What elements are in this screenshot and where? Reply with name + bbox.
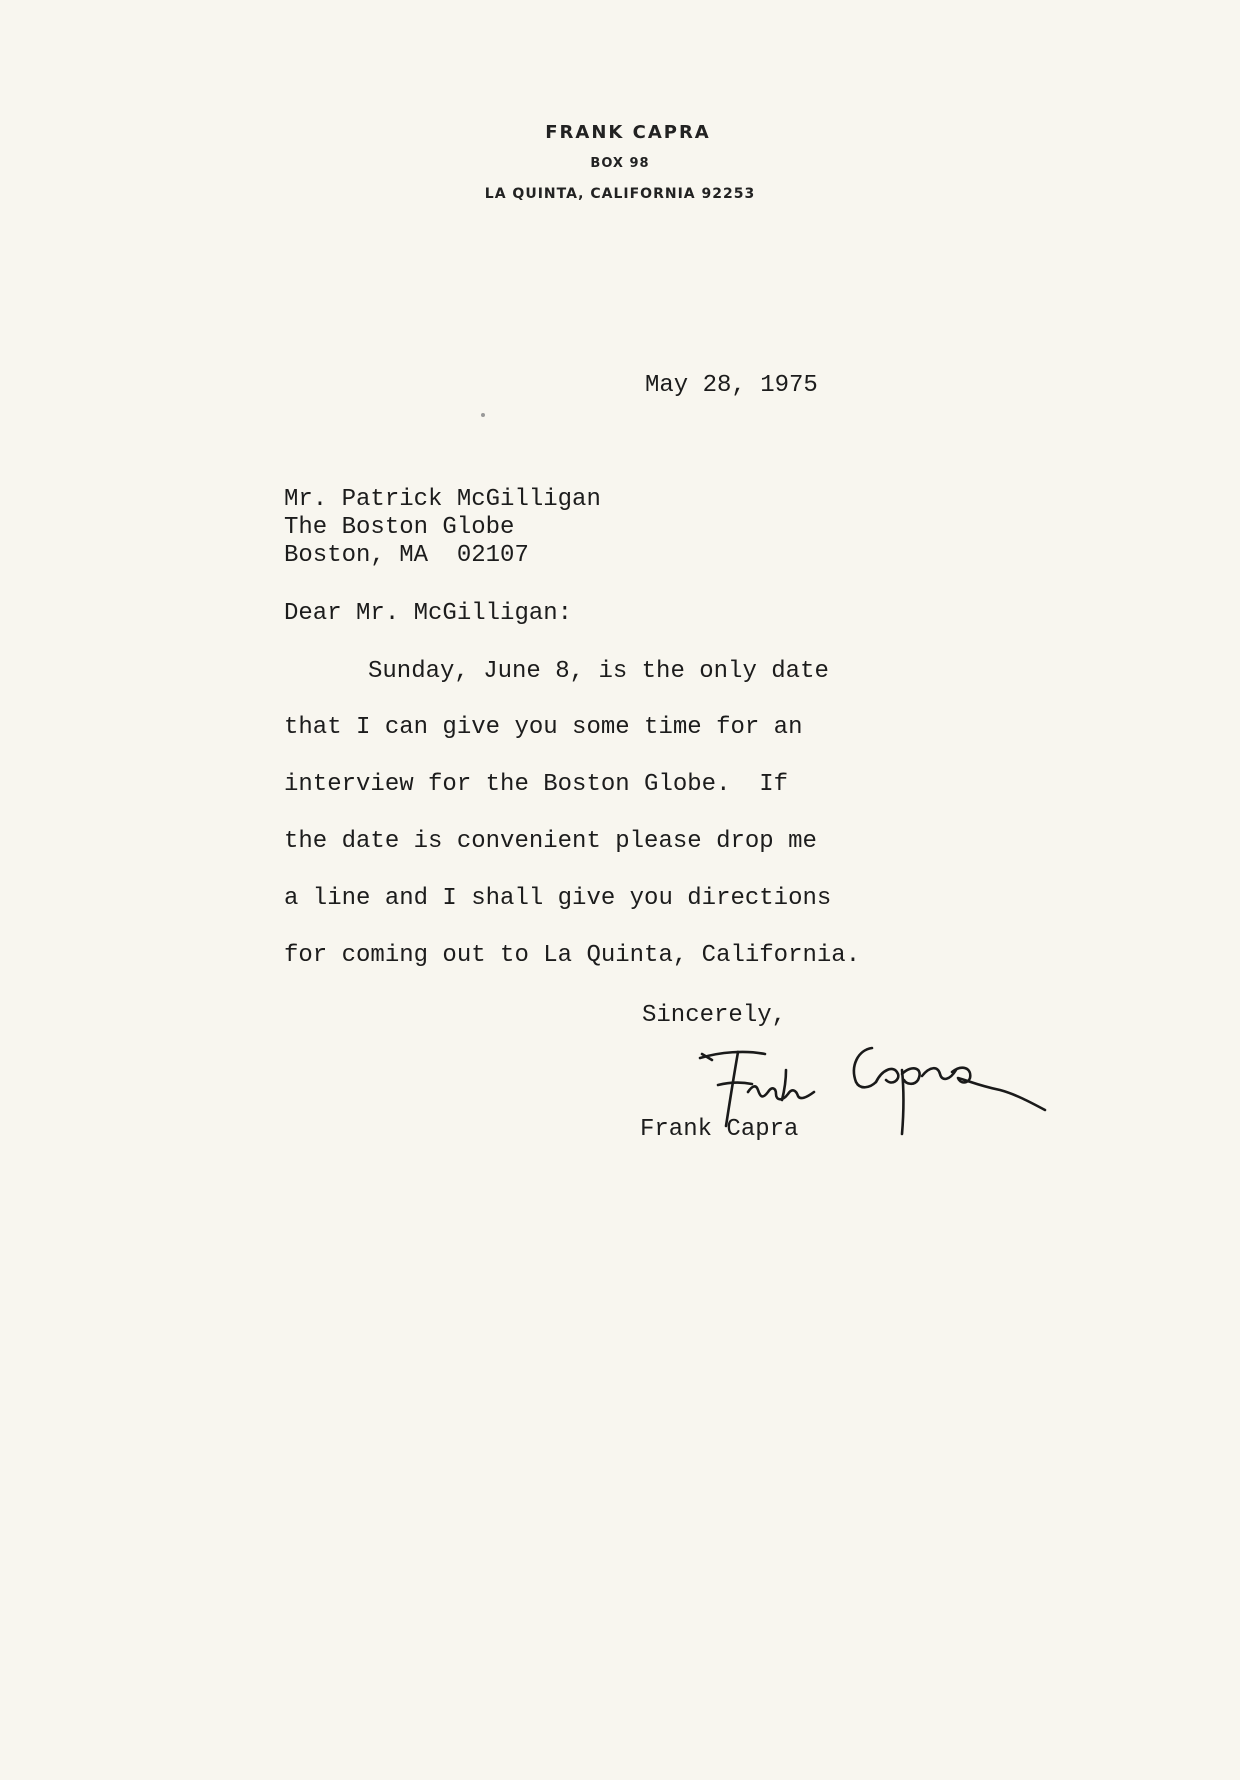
letterhead-box: BOX 98 xyxy=(590,156,650,171)
salutation: Dear Mr. McGilligan: xyxy=(284,600,573,627)
letter-date: May 28, 1975 xyxy=(645,372,818,399)
body-line-2: that I can give you some time for an xyxy=(284,714,803,741)
recipient-organization: The Boston Globe xyxy=(284,514,515,541)
recipient-name: Mr. Patrick McGilligan xyxy=(284,486,601,513)
body-line-1: Sunday, June 8, is the only date xyxy=(368,658,829,685)
signed-name: Frank Capra xyxy=(640,1116,799,1143)
paper-speck xyxy=(481,413,485,417)
body-line-4: the date is convenient please drop me xyxy=(284,828,817,855)
body-line-5: a line and I shall give you directions xyxy=(284,885,832,912)
body-line-3: interview for the Boston Globe. If xyxy=(284,771,789,798)
letterhead-city: LA QUINTA, CALIFORNIA 92253 xyxy=(484,186,756,202)
body-line-6: for coming out to La Quinta, California. xyxy=(284,942,861,969)
closing: Sincerely, xyxy=(642,1002,787,1029)
letterhead-name: FRANK CAPRA xyxy=(545,122,711,143)
recipient-city: Boston, MA 02107 xyxy=(284,542,529,569)
